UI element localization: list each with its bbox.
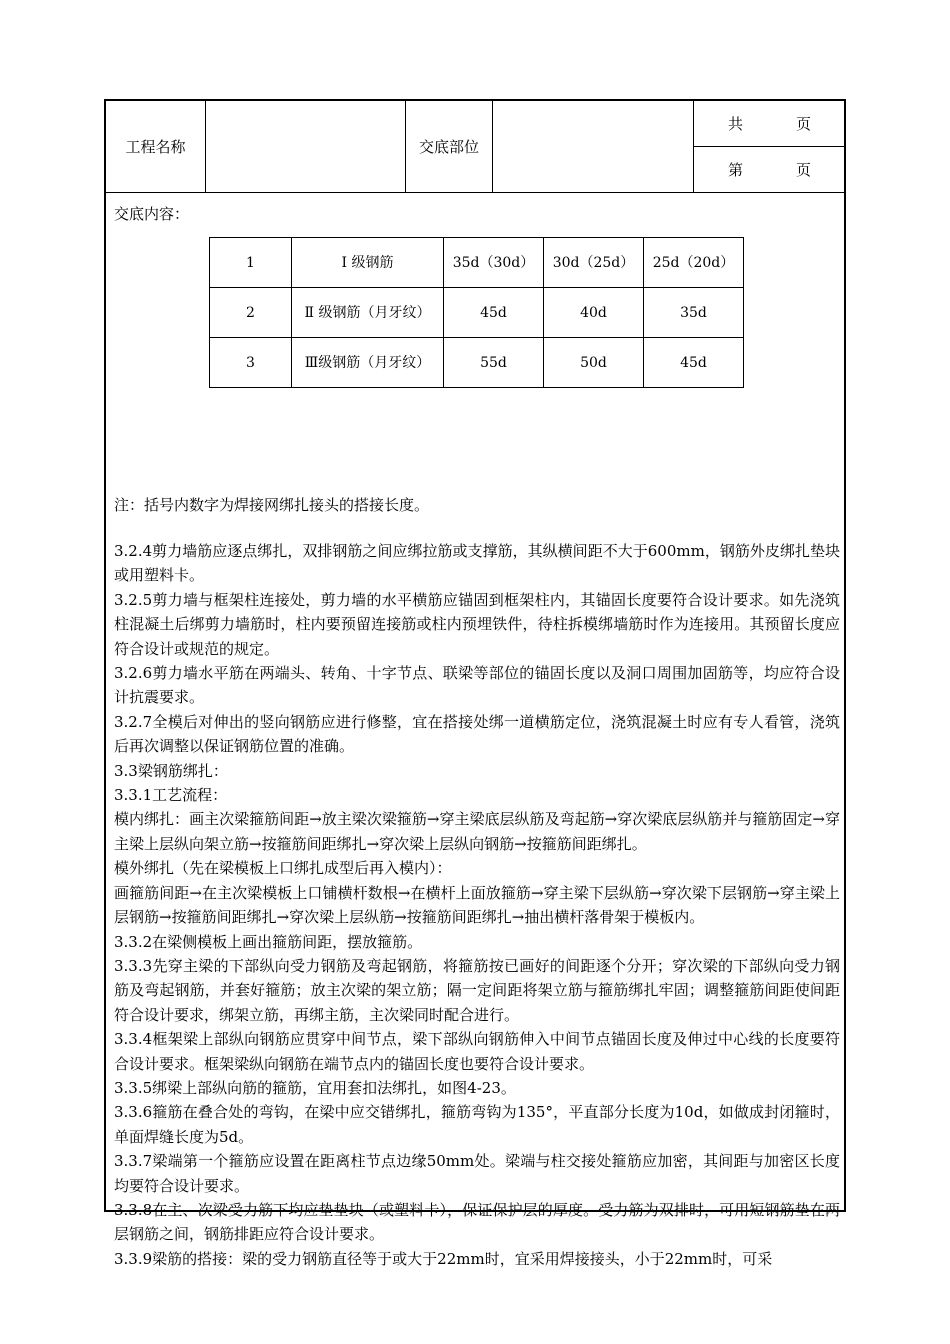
paragraph: 3.3.2在梁侧模板上画出箍筋间距，摆放箍筋。 bbox=[114, 932, 423, 951]
lap-length-table bbox=[209, 237, 744, 388]
paragraph: 画箍筋间距→在主次梁模板上口铺横杆数根→在横杆上面放箍筋→穿主梁下层纵筋→穿次梁下层钢筋→穿主梁上层钢筋→按箍筋间距绑扎→穿次梁上层纵筋→按箍筋间距绑扎→抽出横杆落骨架于模板内。 bbox=[114, 883, 840, 927]
paragraph: 3.2.5剪力墙与框架柱连接处，剪力墙的水平横筋应锚固到框架柱内，其锚固长度要符合设计要求。如先浇筑柱混凝土后绑剪力墙筋时，柱内要预留连接筋或柱内预埋铁件，待柱拆模绑墙筋时作为连接用。其预留长度应符合设计或规范的规定。 bbox=[114, 590, 840, 658]
paragraph: 3.3.5绑梁上部纵向筋的箍筋，宜用套扣法绑扎，如图4-23。 bbox=[114, 1078, 516, 1097]
steel-grade: Ⅲ级钢筋（月牙纹） bbox=[292, 338, 444, 388]
current-page-prefix: 第 bbox=[728, 161, 744, 179]
current-page bbox=[694, 147, 844, 192]
lap-length-c2: 40d bbox=[544, 288, 644, 338]
total-pages-prefix: 共 bbox=[728, 115, 744, 133]
total-pages-suffix: 页 bbox=[796, 115, 812, 133]
table-row bbox=[210, 288, 744, 338]
project-name-label: 工程名称 bbox=[106, 101, 206, 192]
paragraph: 3.3梁钢筋绑扎： bbox=[114, 761, 228, 780]
steel-grade: Ⅱ 级钢筋（月牙纹） bbox=[292, 288, 444, 338]
paragraph: 3.2.7全模后对伸出的竖向钢筋应进行修整，宜在搭接处绑一道横筋定位，浇筑混凝土时应有专人看管，浇筑后再次调整以保证钢筋位置的准确。 bbox=[114, 712, 840, 756]
row-number: 3 bbox=[210, 338, 292, 388]
lap-length-c3: 45d bbox=[644, 338, 744, 388]
lap-length-c1: 35d（30d） bbox=[444, 238, 544, 288]
paragraph: 3.3.3先穿主梁的下部纵向受力钢筋及弯起钢筋，将箍筋按已画好的间距逐个分开；穿次梁的下部纵向受力钢筋及弯起钢筋，并套好箍筋；放主次梁的架立筋；隔一定间距将架立筋与箍筋绑扎牢固；调整箍筋间距使间距符合设计要求，绑架立筋，再绑主筋，主次梁同时配合进行。 bbox=[114, 956, 840, 1024]
row-number: 1 bbox=[210, 238, 292, 288]
paragraph: 3.3.1工艺流程： bbox=[114, 786, 228, 805]
lap-length-c2: 30d（25d） bbox=[544, 238, 644, 288]
row-number: 2 bbox=[210, 288, 292, 338]
location-label: 交底部位 bbox=[406, 101, 493, 192]
steel-grade: Ⅰ 级钢筋 bbox=[292, 238, 444, 288]
form-header bbox=[106, 101, 844, 193]
paragraph: 3.3.7梁端第一个箍筋应设置在距离柱节点边缘50mm处。梁端与柱交接处箍筋应加密，其间距与加密区长度均要符合设计要求。 bbox=[114, 1152, 840, 1195]
current-page-suffix: 页 bbox=[796, 161, 812, 179]
paragraph: 3.3.8在主、次梁受力筋下均应垫垫块（或塑料卡），保证保护层的厚度。受力筋为双排时，可用短钢筋垫在两层钢筋之间，钢筋排距应符合设计要求。 bbox=[114, 1200, 840, 1244]
paragraph: 3.3.6箍筋在叠合处的弯钩，在梁中应交错绑扎，箍筋弯钩为135°，平直部分长度为10d，如做成封闭箍时，单面焊缝长度为5d。 bbox=[114, 1103, 840, 1146]
paragraph: 模外绑扎（先在梁模板上口绑扎成型后再入模内）： bbox=[114, 859, 452, 878]
disclosure-paragraphs bbox=[114, 539, 840, 1271]
paragraph: 3.3.9梁筋的搭接：梁的受力钢筋直径等于或大于22mm时，宜采用焊接接头，小于22mm时，可采 bbox=[114, 1249, 773, 1268]
lap-length-c3: 25d（20d） bbox=[644, 238, 744, 288]
lap-length-c3: 35d bbox=[644, 288, 744, 338]
table-row bbox=[210, 338, 744, 388]
paragraph: 模内绑扎：画主次梁箍筋间距→放主梁次梁箍筋→穿主梁底层纵筋及弯起筋→穿次梁底层纵筋并与箍筋固定→穿主梁上层纵向架立筋→按箍筋间距绑扎→穿次梁上层纵向钢筋→按箍筋间距绑扎。 bbox=[114, 810, 840, 853]
lap-length-c2: 50d bbox=[544, 338, 644, 388]
lap-length-c1: 45d bbox=[444, 288, 544, 338]
disclosure-form bbox=[104, 99, 846, 1268]
location-value[interactable] bbox=[493, 101, 694, 192]
paragraph: 3.2.4剪力墙筋应逐点绑扎，双排钢筋之间应绑拉筋或支撑筋，其纵横间距不大于600mm，钢筋外皮绑扎垫块或用塑料卡。 bbox=[114, 542, 840, 585]
project-name-value[interactable] bbox=[206, 101, 406, 192]
content-label: 交底内容： bbox=[114, 205, 190, 223]
paragraph: 3.3.4框架梁上部纵向钢筋应贯穿中间节点，梁下部纵向钢筋伸入中间节点锚固长度及伸过中心线的长度要符合设计要求。框架梁纵向钢筋在端节点内的锚固长度也要符合设计要求。 bbox=[114, 1030, 840, 1073]
table-note: 注：括号内数字为焊接网绑扎接头的搭接长度。 bbox=[114, 496, 430, 514]
table-row bbox=[210, 238, 744, 288]
paragraph: 3.2.6剪力墙水平筋在两端头、转角、十字节点、联梁等部位的锚固长度以及洞口周围加固筋等，均应符合设计抗震要求。 bbox=[114, 664, 840, 707]
lap-length-c1: 55d bbox=[444, 338, 544, 388]
total-pages bbox=[694, 101, 844, 147]
